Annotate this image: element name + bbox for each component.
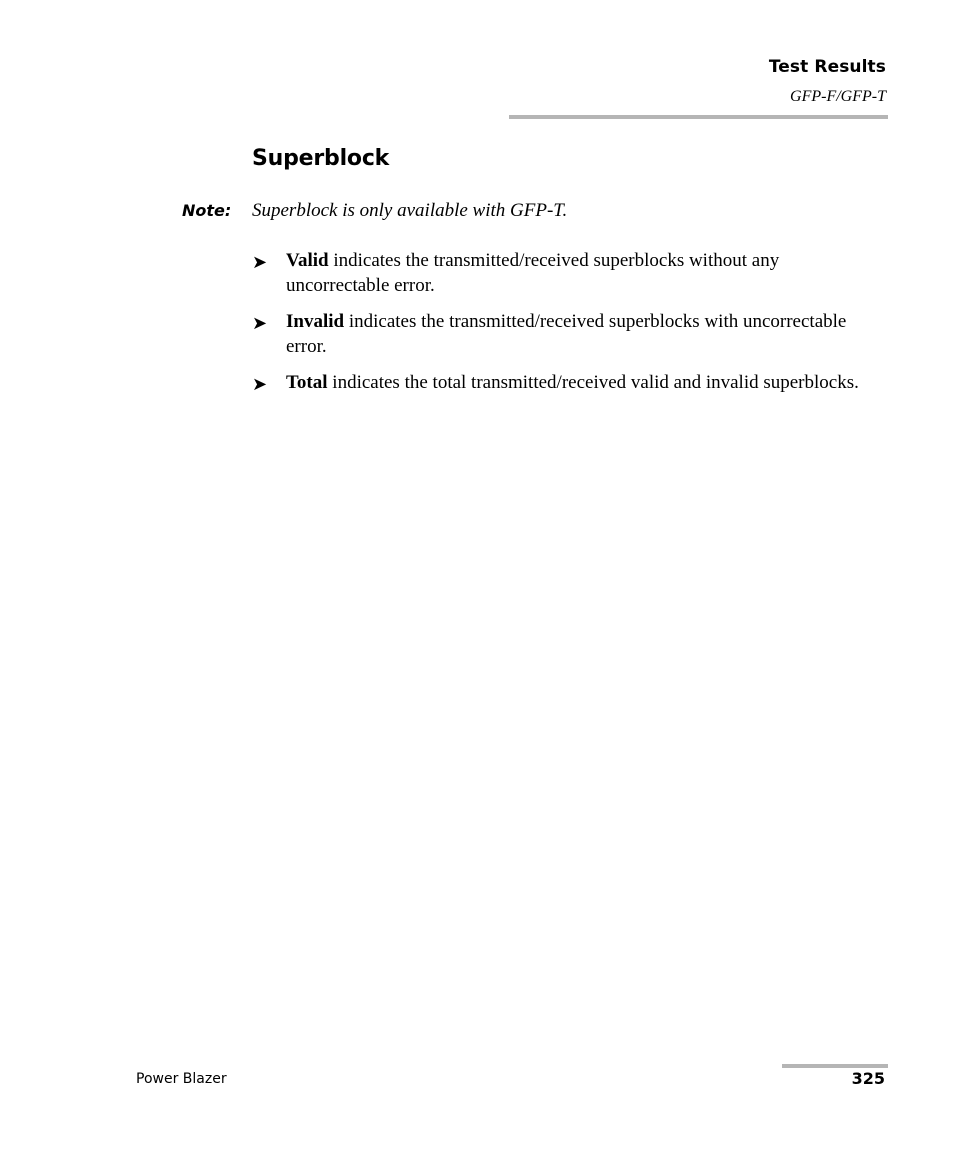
bullet-list bbox=[252, 248, 862, 406]
page-number: 325 bbox=[851, 1069, 885, 1088]
bullet-text: indicates the total transmitted/received valid and invalid superblocks. bbox=[327, 372, 859, 393]
section-heading: Superblock bbox=[252, 146, 390, 171]
list-item bbox=[252, 370, 862, 395]
bullet-term: Valid bbox=[286, 250, 329, 271]
running-header-title: Test Results bbox=[768, 57, 886, 77]
bullet-term: Invalid bbox=[286, 311, 345, 332]
list-item bbox=[252, 248, 862, 298]
note-text: Superblock is only available with GFP-T. bbox=[252, 200, 568, 221]
arrow-bullet-icon: ➤ bbox=[252, 374, 268, 395]
arrow-bullet-icon: ➤ bbox=[252, 313, 268, 334]
note-label: Note: bbox=[182, 201, 232, 220]
running-header-subtitle: GFP-F/GFP-T bbox=[790, 88, 886, 105]
bullet-term: Total bbox=[286, 372, 328, 393]
footer-product-name: Power Blazer bbox=[136, 1071, 227, 1087]
header-rule bbox=[509, 115, 888, 119]
arrow-bullet-icon: ➤ bbox=[252, 252, 268, 273]
footer-rule bbox=[782, 1064, 888, 1068]
list-item bbox=[252, 309, 862, 359]
bullet-text: indicates the transmitted/received superblocks with uncorrectable error. bbox=[286, 311, 847, 357]
bullet-text: indicates the transmitted/received superblocks without any uncorrectable error. bbox=[286, 250, 780, 296]
